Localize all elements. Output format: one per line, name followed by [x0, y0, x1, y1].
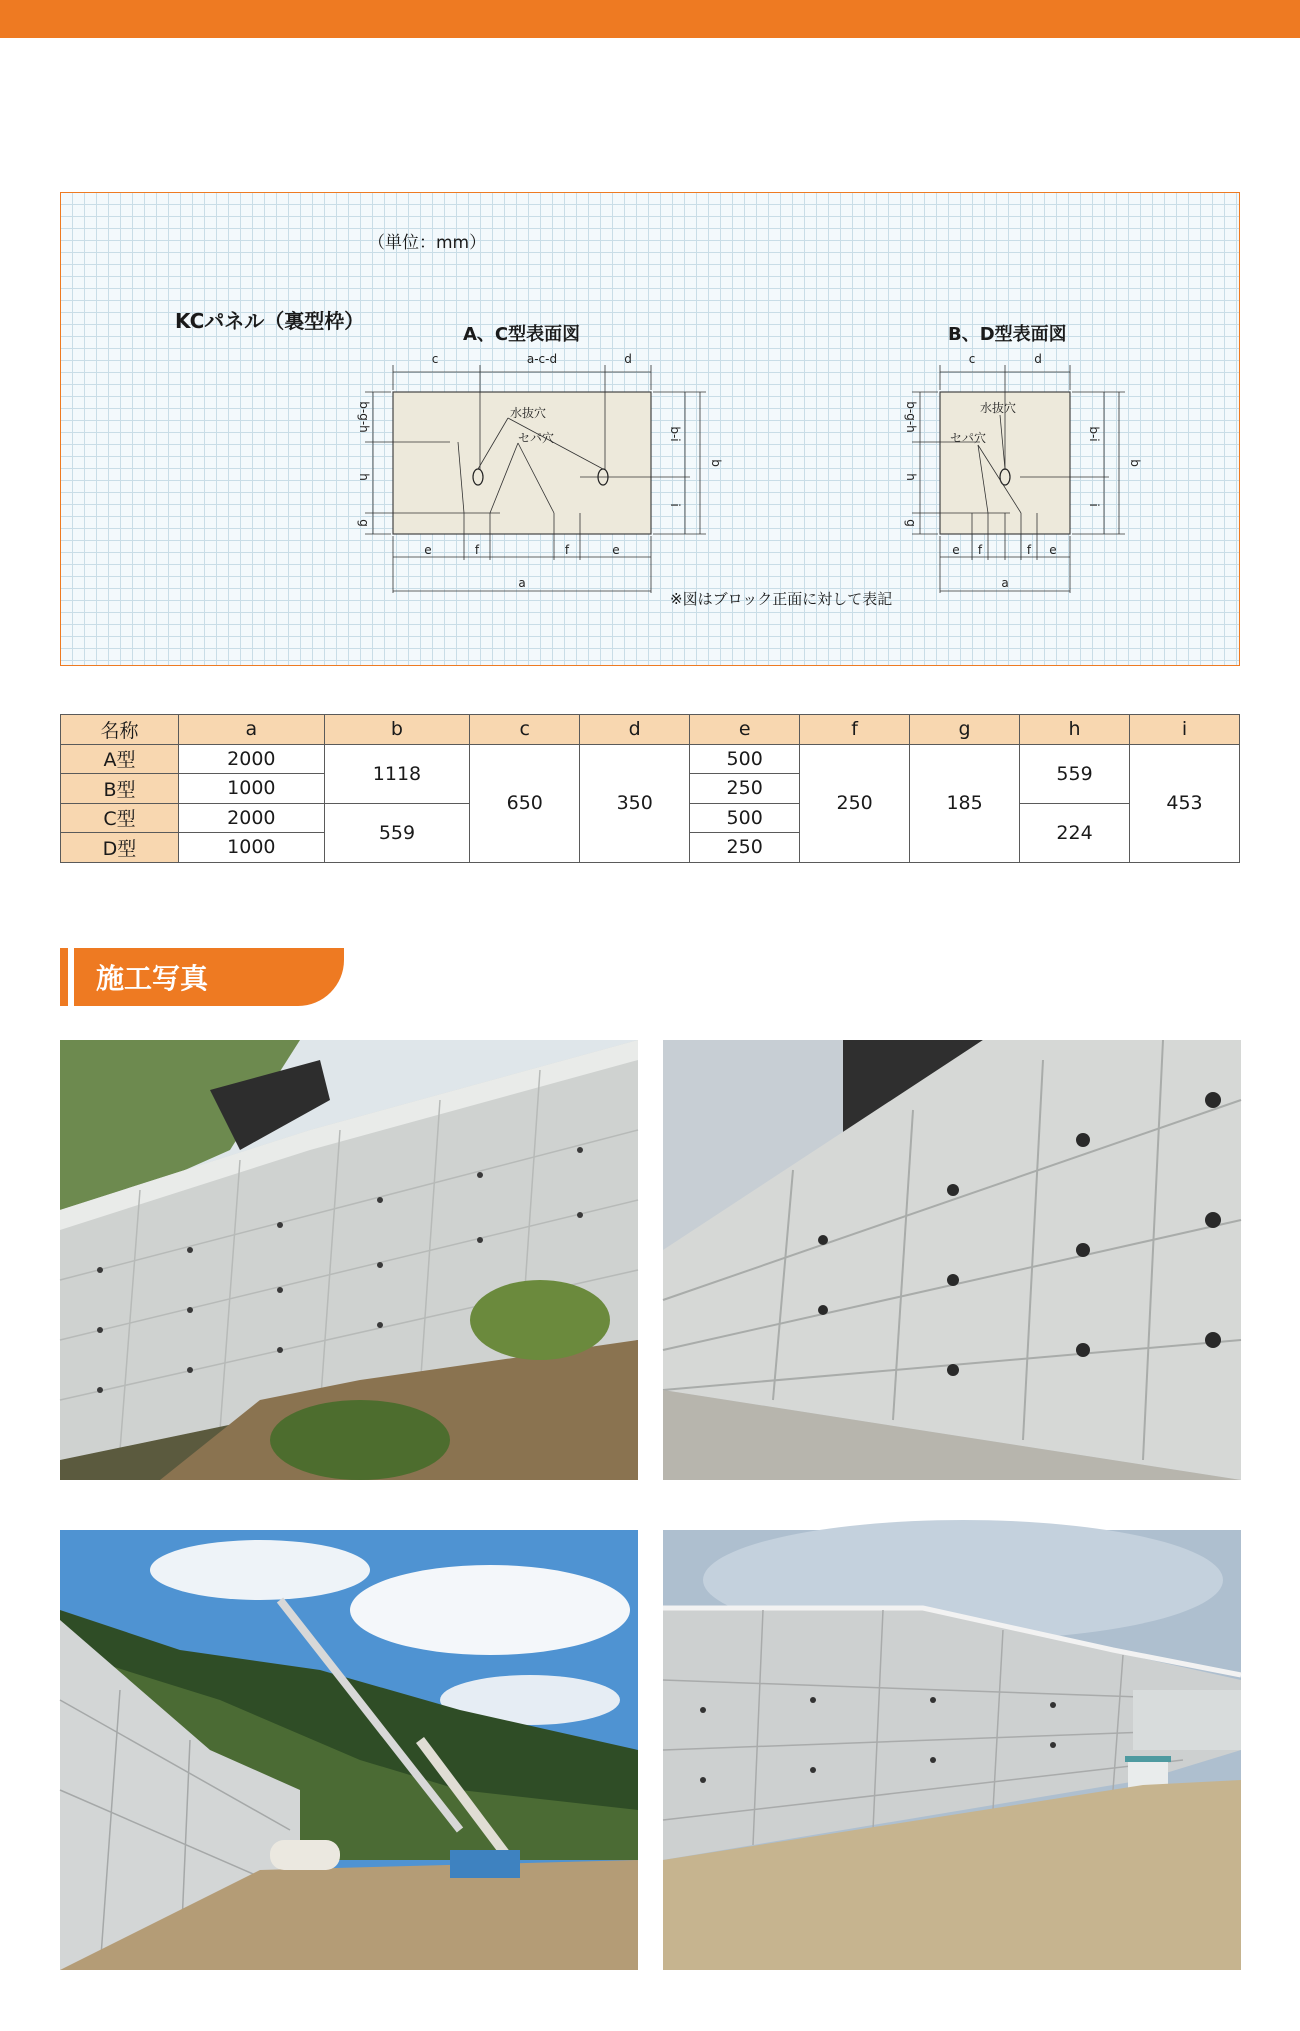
- col-header: e: [690, 715, 800, 745]
- cell-h: 559: [1020, 744, 1130, 803]
- dim-label-b: b: [1128, 459, 1142, 467]
- section-title: 施工写真: [74, 948, 344, 1006]
- dim-label-f: f: [564, 543, 570, 557]
- col-header: g: [910, 715, 1020, 745]
- construction-photo-1: [60, 1040, 638, 1480]
- water-hole-label: 水抜穴: [509, 406, 547, 420]
- dim-label-i: i: [1087, 503, 1101, 507]
- dim-label-c: c: [431, 352, 439, 366]
- dim-label-g: g: [357, 519, 371, 527]
- spec-table: [60, 714, 1240, 863]
- dim-label-bi: b-i: [1087, 426, 1101, 442]
- diagram-note: ※図はブロック正面に対して表記: [670, 590, 893, 608]
- cell-c: 650: [470, 744, 580, 862]
- dim-label-c: c: [968, 352, 976, 366]
- dim-label-a: a: [1001, 576, 1009, 590]
- col-header: i: [1130, 715, 1240, 745]
- row-name: C型: [61, 803, 179, 833]
- product-title: KCパネル（裏型枠）: [175, 309, 365, 333]
- water-hole-label: 水抜穴: [979, 401, 1017, 415]
- col-header: h: [1020, 715, 1130, 745]
- cell-e: 500: [690, 803, 800, 833]
- separator-hole-label: セパ穴: [949, 431, 987, 445]
- ac-diagram-title: A、C型表面図: [463, 324, 581, 345]
- col-header: d: [580, 715, 690, 745]
- col-header: c: [470, 715, 580, 745]
- dim-label-bgh: b-g-h: [357, 401, 371, 433]
- dim-label-h: h: [904, 473, 918, 481]
- dim-label-f: f: [1026, 543, 1032, 557]
- cell-b: 559: [324, 803, 470, 862]
- dim-label-acd: a-c-d: [526, 352, 558, 366]
- cell-e: 250: [690, 833, 800, 863]
- row-name: B型: [61, 774, 179, 804]
- construction-photo-4: [663, 1530, 1241, 1970]
- dim-label-h: h: [357, 473, 371, 481]
- dim-label-d: d: [624, 352, 632, 366]
- cell-a: 1000: [179, 833, 325, 863]
- col-header: b: [324, 715, 470, 745]
- separator-hole-label: セパ穴: [517, 431, 555, 445]
- cell-a: 2000: [179, 744, 325, 774]
- cell-g: 185: [910, 744, 1020, 862]
- dim-label-e: e: [952, 543, 960, 557]
- unit-label: （単位：mm）: [368, 233, 487, 253]
- construction-photo-2: [663, 1040, 1241, 1480]
- cell-e: 500: [690, 744, 800, 774]
- cell-i: 453: [1130, 744, 1240, 862]
- cell-h: 224: [1020, 803, 1130, 862]
- dim-label-d: d: [1034, 352, 1042, 366]
- dim-label-bgh: b-g-h: [904, 401, 918, 433]
- col-header: 名称: [61, 715, 179, 745]
- row-name: D型: [61, 833, 179, 863]
- cell-e: 250: [690, 774, 800, 804]
- dim-label-e: e: [612, 543, 620, 557]
- dim-label-a: a: [518, 576, 526, 590]
- cell-a: 2000: [179, 803, 325, 833]
- dim-label-e: e: [1049, 543, 1057, 557]
- dim-label-f: f: [474, 543, 480, 557]
- construction-photo-3: [60, 1530, 638, 1970]
- dim-label-bi: b-i: [668, 426, 682, 442]
- section-accent: [60, 948, 68, 1006]
- dim-label-g: g: [904, 519, 918, 527]
- dim-label-f: f: [977, 543, 983, 557]
- dim-label-i: i: [668, 503, 682, 507]
- table-row: [61, 744, 1240, 774]
- ac-surface-diagram: [340, 345, 723, 595]
- dim-label-b: b: [709, 459, 723, 467]
- cell-b: 1118: [324, 744, 470, 803]
- top-accent-bar: [0, 0, 1300, 38]
- table-header-row: [61, 715, 1240, 745]
- row-name: A型: [61, 744, 179, 774]
- section-header-photos: [60, 948, 344, 1006]
- bd-surface-diagram: [890, 345, 1140, 595]
- col-header: a: [179, 715, 325, 745]
- col-header: f: [800, 715, 910, 745]
- dim-label-e: e: [424, 543, 432, 557]
- cell-d: 350: [580, 744, 690, 862]
- cell-f: 250: [800, 744, 910, 862]
- bd-diagram-title: B、D型表面図: [948, 324, 1067, 345]
- cell-a: 1000: [179, 774, 325, 804]
